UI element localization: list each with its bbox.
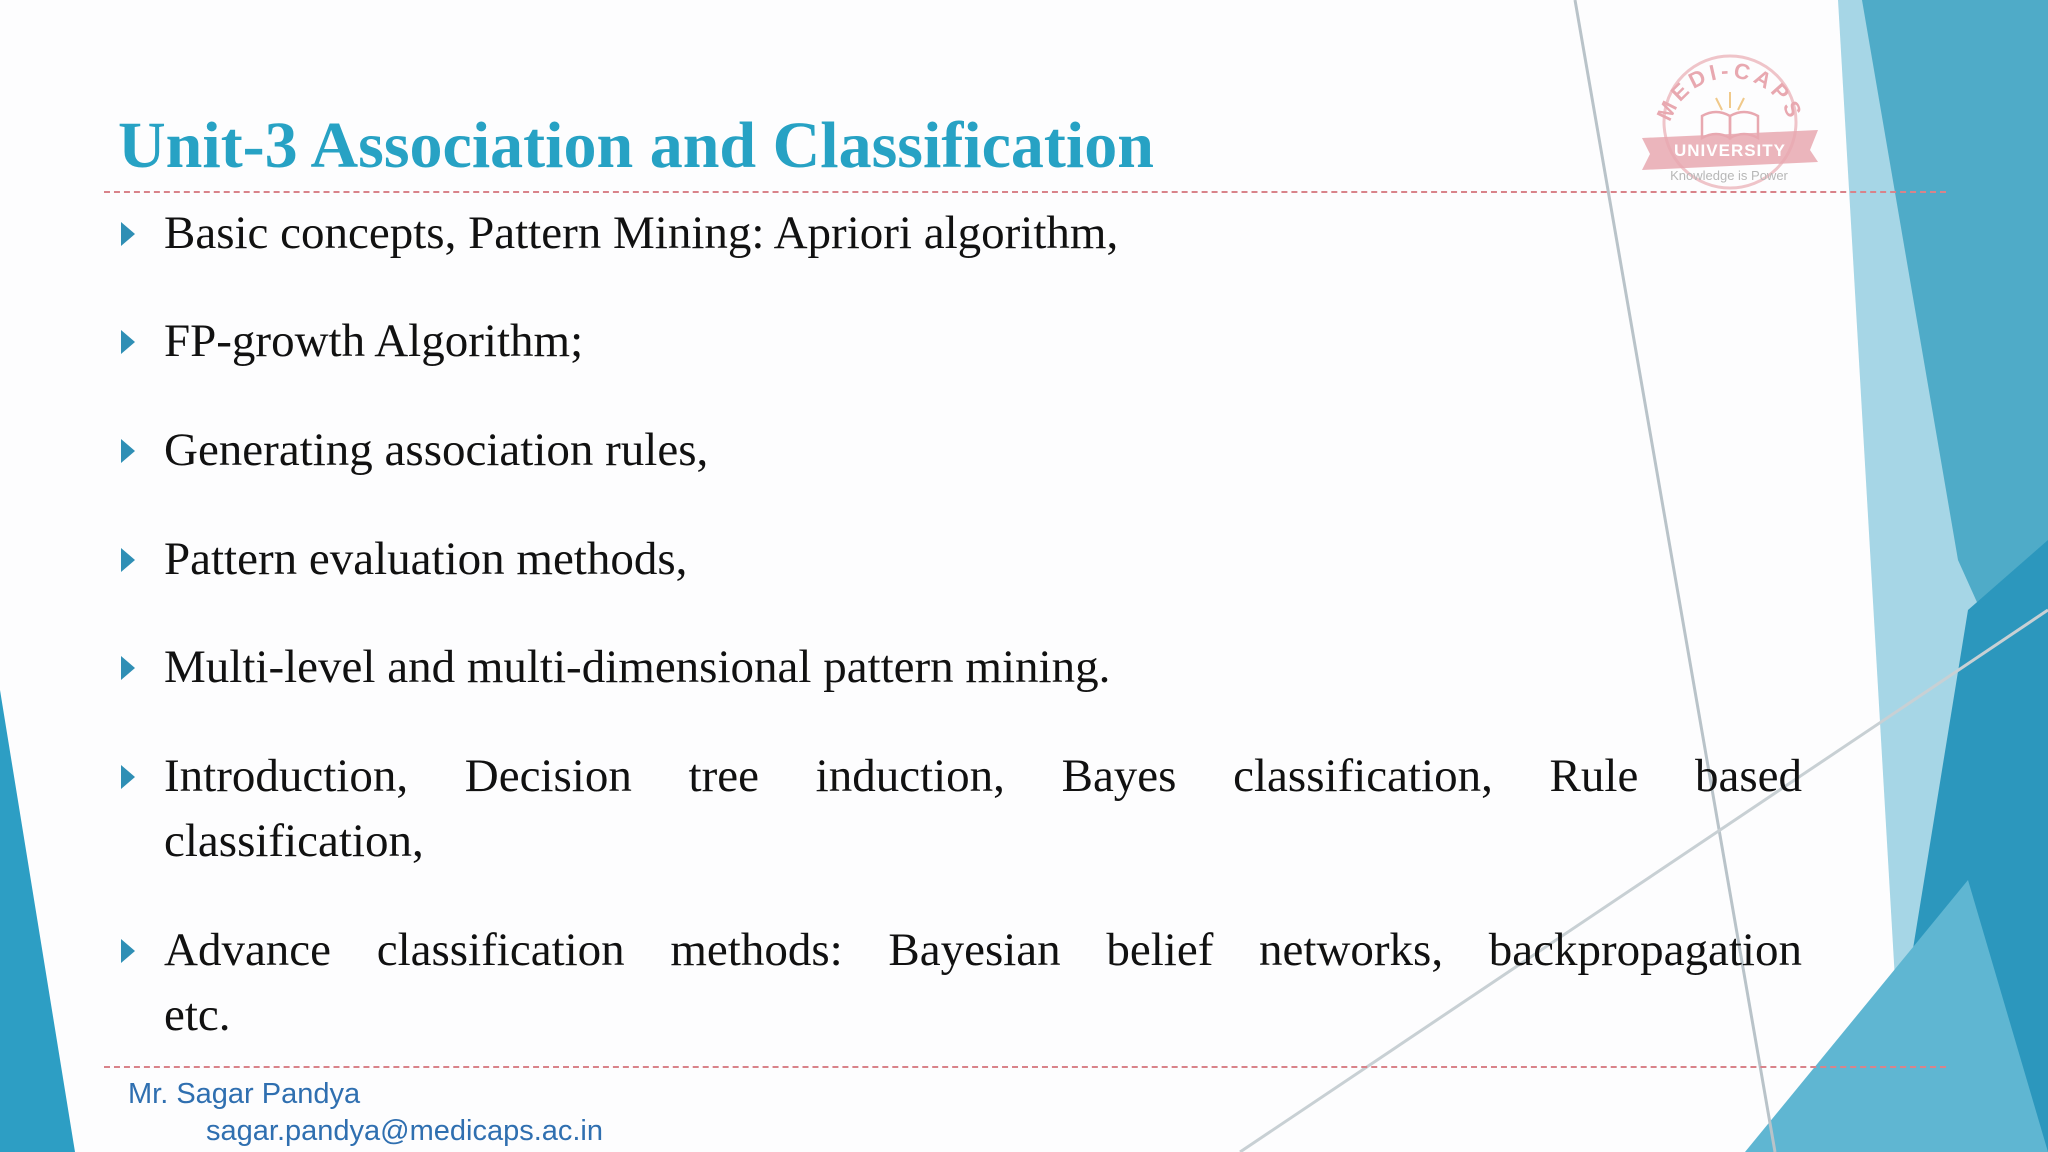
bullet-arrow-icon	[121, 548, 135, 572]
bullet-line: Advance classification methods: Bayesian belief networks, backpropagation	[164, 924, 1802, 976]
bullet-text: FP-growth Algorithm;	[164, 315, 584, 367]
bullet-arrow-icon	[121, 222, 135, 246]
logo-banner-text: UNIVERSITY	[1673, 141, 1787, 160]
left-wedge	[0, 690, 75, 1152]
book-icon	[1702, 92, 1758, 138]
bullet-item	[118, 918, 1802, 1048]
bullet-item	[118, 635, 1802, 700]
bullet-text: Pattern evaluation methods,	[164, 533, 688, 585]
bullet-arrow-icon	[121, 330, 135, 354]
bullet-arrow-icon	[121, 765, 135, 789]
bullet-item	[118, 418, 1802, 483]
bullet-text: Basic concepts, Pattern Mining: Apriori algorithm,	[164, 207, 1119, 259]
bullet-item	[118, 527, 1802, 592]
presenter-name: Mr. Sagar Pandya	[128, 1078, 361, 1110]
bullet-text: Generating association rules,	[164, 424, 709, 476]
bullet-arrow-icon	[121, 439, 135, 463]
logo-arc-text	[1652, 58, 1809, 125]
bullet-text	[164, 918, 1802, 1048]
bullet-item	[118, 201, 1802, 266]
logo-arc-textpath: MEDI-CAPS	[1651, 57, 1809, 125]
bullet-line: classification,	[164, 815, 424, 867]
bullet-text: Multi-level and multi-dimensional pattern mining.	[164, 641, 1111, 693]
bullet-line: Introduction, Decision tree induction, Bayes classification, Rule based	[164, 750, 1802, 802]
bullet-arrow-icon	[121, 656, 135, 680]
logo-tagline: Knowledge is Power	[1670, 168, 1788, 183]
footer-divider	[104, 1066, 1946, 1068]
presenter-email: sagar.pandya@medicaps.ac.in	[206, 1115, 604, 1147]
bullet-text	[164, 744, 1802, 874]
bullet-line: etc.	[164, 989, 231, 1041]
bullet-arrow-icon	[121, 939, 135, 963]
bullet-item	[118, 309, 1802, 374]
bullet-item	[118, 744, 1802, 874]
slide-title: Unit-3 Association and Classification	[118, 109, 1154, 182]
